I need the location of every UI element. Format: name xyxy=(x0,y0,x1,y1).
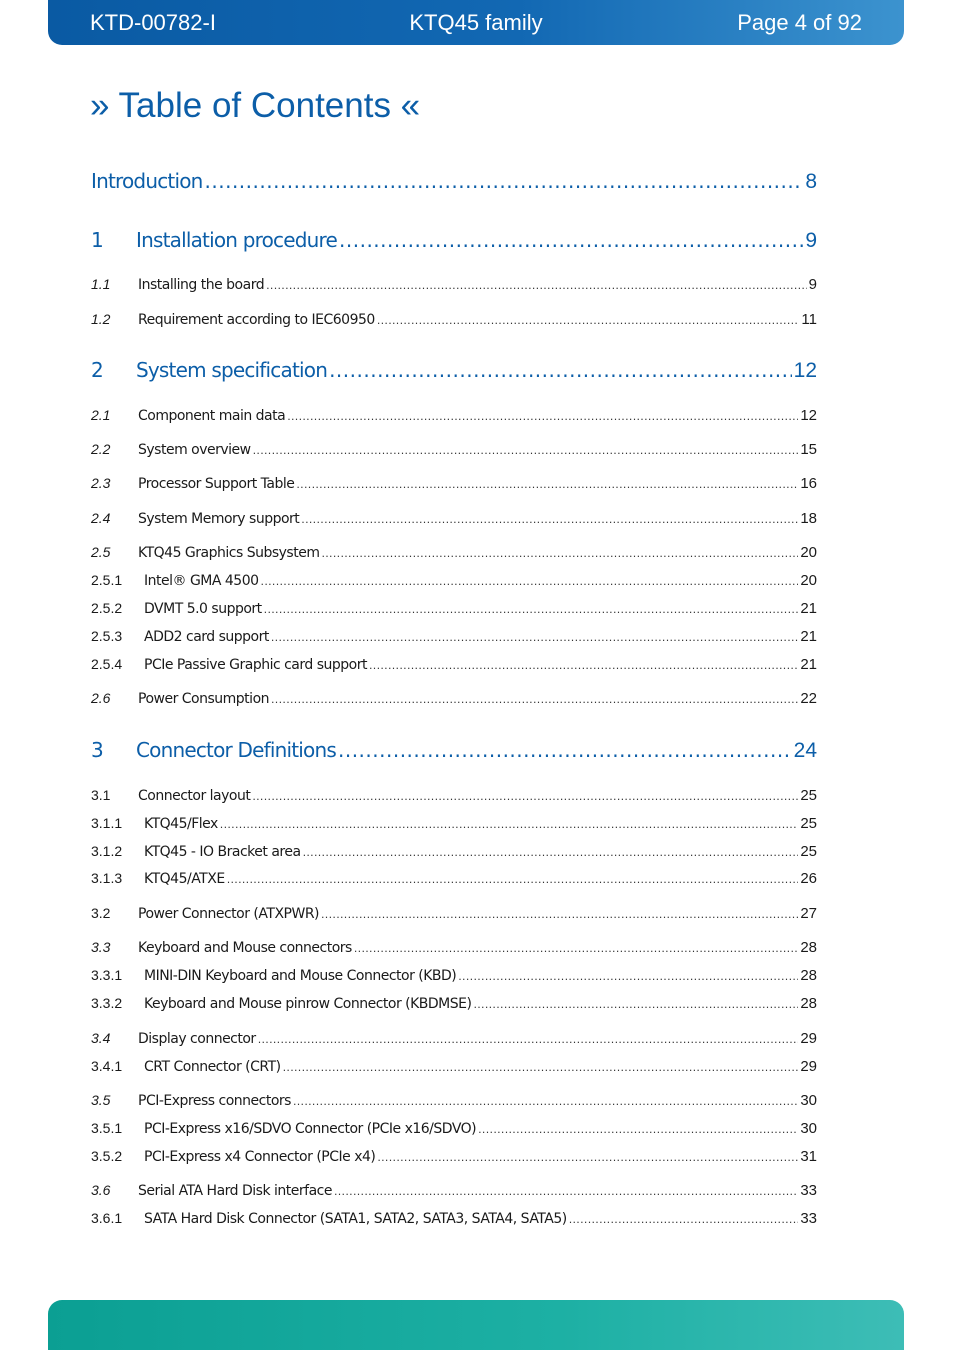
toc-dot-leader xyxy=(283,1061,799,1074)
toc-entry-number: 3.1.3 xyxy=(91,870,123,886)
toc-entry-label: Introduction xyxy=(91,169,203,193)
toc-entry-number: 1.2 xyxy=(91,311,111,327)
toc-entry-label: Connector Definitions xyxy=(136,738,336,762)
product-family: KTQ45 family xyxy=(409,10,543,35)
toc-entry[interactable] xyxy=(91,628,817,645)
toc-entry[interactable] xyxy=(91,1182,817,1199)
toc-dot-leader xyxy=(258,1033,799,1046)
toc-entry[interactable] xyxy=(91,690,817,707)
toc-entry[interactable] xyxy=(91,1030,817,1047)
toc-dot-leader xyxy=(377,1151,798,1164)
toc-entry[interactable] xyxy=(91,169,817,194)
toc-dot-leader xyxy=(478,1123,798,1136)
toc-entry-page: 21 xyxy=(800,628,817,645)
toc-entry-page: 20 xyxy=(800,544,817,561)
page-number: Page 4 of 92 xyxy=(737,10,862,35)
toc-entry-page: 31 xyxy=(800,1148,817,1165)
toc-heading: » Table of Contents « xyxy=(90,86,421,125)
toc-entry-page: 25 xyxy=(800,843,817,860)
toc-entry[interactable] xyxy=(91,787,817,804)
toc-entry-page: 33 xyxy=(800,1182,817,1199)
toc-entry[interactable] xyxy=(91,358,817,383)
page-header xyxy=(48,0,904,45)
toc-entry-label: MINI-DIN Keyboard and Mouse Connector (KBD) xyxy=(144,968,457,984)
toc-entry-number: 3.2 xyxy=(91,905,111,921)
toc-entry[interactable] xyxy=(91,510,817,527)
toc-entry-label: Connector layout xyxy=(138,788,251,804)
toc-entry-label: Intel® GMA 4500 xyxy=(144,573,259,589)
toc-entry-page: 28 xyxy=(800,967,817,984)
toc-entry[interactable] xyxy=(91,311,817,328)
toc-entry-label: System Memory support xyxy=(138,511,300,527)
toc-entry-label: Keyboard and Mouse pinrow Connector (KBDMSE) xyxy=(144,996,472,1012)
toc-entry-page: 9 xyxy=(805,229,817,252)
toc-entry-number: 2.5.4 xyxy=(91,656,123,672)
toc-entry[interactable] xyxy=(91,441,817,458)
toc-entry-number: 3.6 xyxy=(91,1182,111,1198)
toc-dot-leader xyxy=(458,970,798,983)
toc-entry-label: Serial ATA Hard Disk interface xyxy=(138,1183,332,1199)
toc-dot-leader xyxy=(261,575,799,588)
toc-entry[interactable] xyxy=(91,995,817,1012)
toc-dot-leader xyxy=(334,1185,798,1198)
toc-dot-leader xyxy=(296,478,798,491)
toc-entry[interactable] xyxy=(91,967,817,984)
toc-entry[interactable] xyxy=(91,228,817,253)
toc-dot-leader xyxy=(377,314,800,327)
toc-entry-page: 28 xyxy=(800,939,817,956)
toc-dot-leader xyxy=(205,169,804,193)
toc-entry-label: DVMT 5.0 support xyxy=(144,601,262,617)
toc-dot-leader xyxy=(321,908,798,921)
toc-dot-leader xyxy=(339,228,803,252)
toc-entry-number: 3.3.2 xyxy=(91,995,123,1011)
toc-entry-number: 3.4.1 xyxy=(91,1058,123,1074)
toc-entry-label: System overview xyxy=(138,442,251,458)
toc-entry-number: 2.6 xyxy=(91,690,111,706)
toc-entry-page: 30 xyxy=(800,1120,817,1137)
toc-entry-label: CRT Connector (CRT) xyxy=(144,1059,281,1075)
toc-dot-leader xyxy=(301,513,798,526)
toc-entry-number: 2.5.3 xyxy=(91,628,123,644)
toc-dot-leader xyxy=(338,738,792,762)
toc-entry-label: KTQ45/ATXE xyxy=(144,871,225,887)
toc-entry-number: 2.3 xyxy=(91,475,111,491)
toc-entry-page: 18 xyxy=(800,510,817,527)
toc-entry[interactable] xyxy=(91,815,817,832)
toc-entry[interactable] xyxy=(91,276,817,293)
toc-dot-leader xyxy=(293,1095,798,1108)
toc-entry-label: KTQ45/Flex xyxy=(144,816,218,832)
toc-entry[interactable] xyxy=(91,1120,817,1137)
toc-entry-page: 20 xyxy=(800,572,817,589)
toc-entry-number: 1.1 xyxy=(91,276,111,292)
toc-entry-number: 3.5 xyxy=(91,1092,111,1108)
toc-entry-page: 24 xyxy=(793,739,817,762)
toc-dot-leader xyxy=(264,603,799,616)
toc-entry-label: PCI-Express x16/SDVO Connector (PCIe x16/SDVO) xyxy=(144,1121,477,1137)
toc-entry[interactable] xyxy=(91,600,817,617)
toc-entry-label: PCI-Express connectors xyxy=(138,1093,291,1109)
toc-entry-page: 26 xyxy=(800,870,817,887)
toc-entry-page: 9 xyxy=(808,276,817,293)
toc-entry-number: 3.6.1 xyxy=(91,1210,123,1226)
toc-entry-page: 29 xyxy=(800,1058,817,1075)
toc-entry-label: Processor Support Table xyxy=(138,476,295,492)
toc-dot-leader xyxy=(473,998,798,1011)
toc-entry-label: SATA Hard Disk Connector (SATA1, SATA2, SATA3, SATA4, SATA5) xyxy=(144,1211,567,1227)
toc-entry[interactable] xyxy=(91,738,817,763)
toc-entry-label: PCI-Express x4 Connector (PCIe x4) xyxy=(144,1149,376,1165)
toc-entry-number: 3.5.1 xyxy=(91,1120,123,1136)
toc-entry[interactable] xyxy=(91,939,817,956)
toc-entry[interactable] xyxy=(91,843,817,860)
toc-entry-label: Power Connector (ATXPWR) xyxy=(138,906,320,922)
toc-entry[interactable] xyxy=(91,905,817,922)
toc-dot-leader xyxy=(369,659,798,672)
toc-entry-number: 3.4 xyxy=(91,1030,111,1046)
toc-dot-leader xyxy=(303,846,799,859)
toc-entry-number: 3.1.1 xyxy=(91,815,123,831)
toc-entry-label: Installing the board xyxy=(138,277,265,293)
toc-entry[interactable] xyxy=(91,1058,817,1075)
toc-entry-number: 3.5.2 xyxy=(91,1148,123,1164)
toc-entry-page: 29 xyxy=(800,1030,817,1047)
toc-entry-page: 8 xyxy=(805,170,817,193)
toc-entry-number: 1 xyxy=(91,228,104,252)
toc-entry-label: Power Consumption xyxy=(138,691,270,707)
toc-dot-leader xyxy=(271,631,798,644)
toc-entry-number: 2.1 xyxy=(91,407,111,423)
toc-entry-label: Installation procedure xyxy=(136,228,338,252)
toc-dot-leader xyxy=(321,547,798,560)
document-id: KTD-00782-I xyxy=(90,10,216,35)
toc-entry-label: System specification xyxy=(136,358,328,382)
toc-entry-label: Keyboard and Mouse connectors xyxy=(138,940,352,956)
toc-entry-page: 16 xyxy=(800,475,817,492)
toc-dot-leader xyxy=(287,410,798,423)
toc-entry-page: 12 xyxy=(793,359,817,382)
toc-entry-label: KTQ45 Graphics Subsystem xyxy=(138,545,320,561)
toc-entry-number: 2.4 xyxy=(91,510,111,526)
toc-entry-number: 2.5 xyxy=(91,544,111,560)
toc-entry-number: 2.5.1 xyxy=(91,572,123,588)
toc-entry-number: 2.2 xyxy=(91,441,111,457)
toc-entry-page: 28 xyxy=(800,995,817,1012)
toc-entry-number: 3 xyxy=(91,738,104,762)
toc-entry[interactable] xyxy=(91,656,817,673)
toc-entry-number: 3.3.1 xyxy=(91,967,123,983)
toc-dot-leader xyxy=(354,942,798,955)
toc-entry[interactable] xyxy=(91,1148,817,1165)
toc-entry[interactable] xyxy=(91,1092,817,1109)
toc-entry-label: Component main data xyxy=(138,408,286,424)
toc-entry-page: 15 xyxy=(800,441,817,458)
toc-entry[interactable] xyxy=(91,870,817,887)
toc-entry-number: 3.1 xyxy=(91,787,111,803)
toc-entry-page: 27 xyxy=(800,905,817,922)
toc-entry-page: 25 xyxy=(800,815,817,832)
toc-entry-label: Display connector xyxy=(138,1031,256,1047)
toc-entry-number: 2 xyxy=(91,358,104,382)
toc-entry-page: 25 xyxy=(800,787,817,804)
toc-entry[interactable] xyxy=(91,544,817,561)
toc-entry[interactable] xyxy=(91,475,817,492)
toc-dot-leader xyxy=(271,693,798,706)
toc-entry-page: 21 xyxy=(800,600,817,617)
toc-dot-leader xyxy=(252,790,798,803)
toc-entry-page: 30 xyxy=(800,1092,817,1109)
toc-entry-label: PCIe Passive Graphic card support xyxy=(144,657,367,673)
toc-dot-leader xyxy=(329,358,792,382)
toc-entry-page: 21 xyxy=(800,656,817,673)
toc-entry-number: 2.5.2 xyxy=(91,600,123,616)
toc-entry-number: 3.1.2 xyxy=(91,843,123,859)
toc-dot-leader xyxy=(569,1213,799,1226)
toc-entry-label: ADD2 card support xyxy=(144,629,269,645)
toc-entry-page: 12 xyxy=(800,407,817,424)
toc-dot-leader xyxy=(220,818,799,831)
toc-entry[interactable] xyxy=(91,1210,817,1227)
toc-entry-label: Requirement according to IEC60950 xyxy=(138,312,375,328)
toc-entry-page: 22 xyxy=(800,690,817,707)
toc-entry-label: KTQ45 - IO Bracket area xyxy=(144,844,301,860)
toc-entry[interactable] xyxy=(91,407,817,424)
toc-entry-page: 33 xyxy=(800,1210,817,1227)
toc-entry-number: 3.3 xyxy=(91,939,111,955)
page-footer-band xyxy=(48,1300,904,1350)
toc-dot-leader xyxy=(266,279,807,292)
toc-dot-leader xyxy=(227,873,799,886)
toc-entry-page: 11 xyxy=(801,311,817,328)
toc-dot-leader xyxy=(253,444,799,457)
toc-entry[interactable] xyxy=(91,572,817,589)
